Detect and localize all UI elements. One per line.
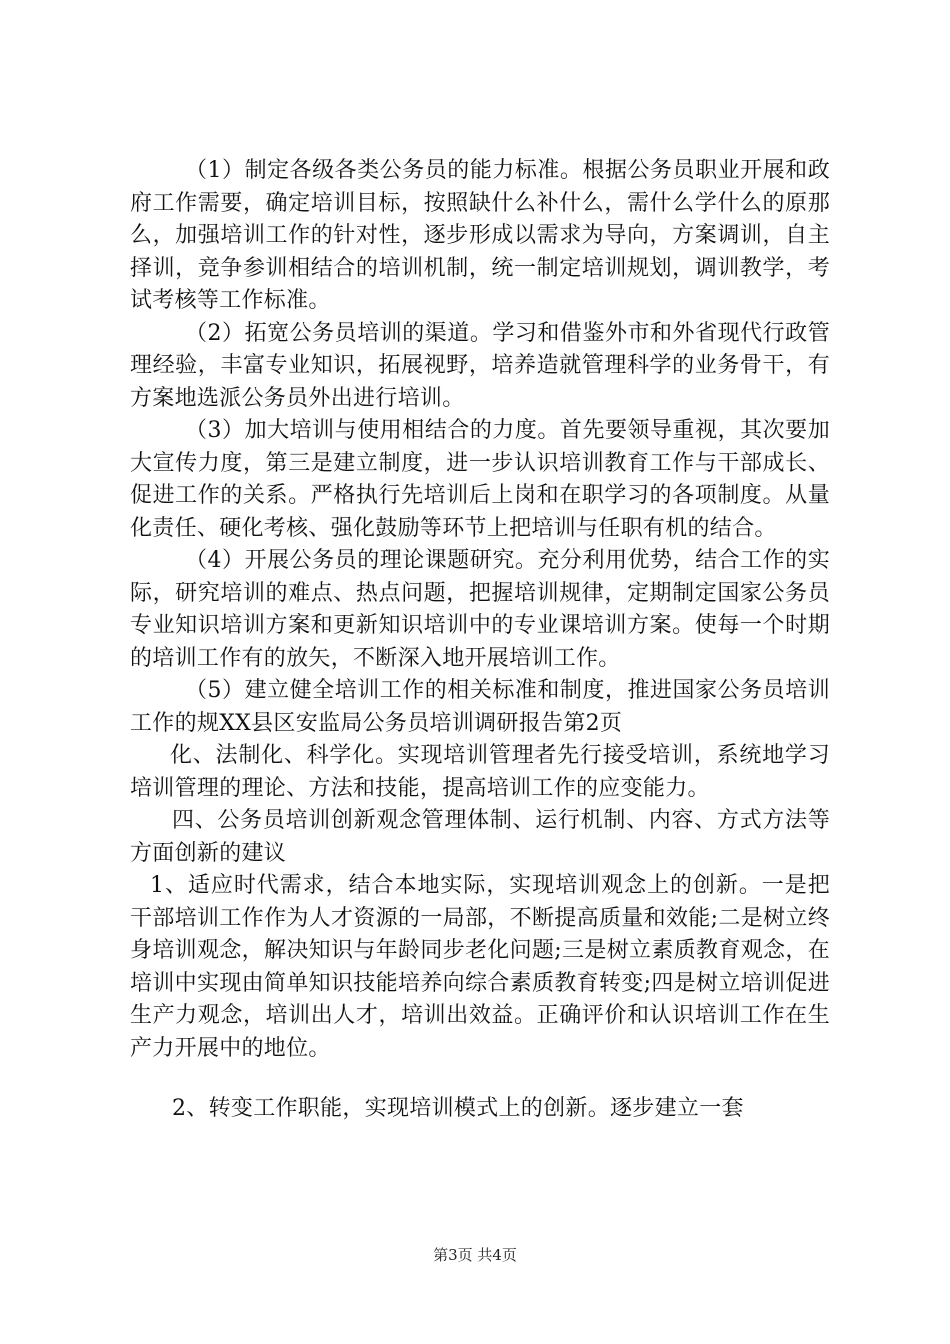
page-footer: 第3页 共4页 — [433, 1246, 517, 1264]
paragraph-1: （1）制定各级各类公务员的能力标准。根据公务员职业开展和政府工作需要，确定培训目标，按照缺什么补什么，需什么学什么的原那么，加强培训工作的针对性，逐步形成以需求为导向，方案调训，自主择训，竞争参训相结合的培训机制，统一制定培训规划，调训教学，考试考核等工作标准。 — [130, 158, 830, 313]
paragraph-4: （4）开展公务员的理论课题研究。充分利用优势，结合工作的实际，研究培训的难点、热点问题，把握培训规律，定期制定国家公务员专业知识培训方案和更新知识培训中的专业课培训方案。使每一个时期的培训工作有的放矢，不断深入地开展培训工作。 — [130, 548, 830, 671]
paragraph-3: （3）加大培训与使用相结合的力度。首先要领导重视，其次要加大宣传力度，第三是建立制度，进一步认识培训教育工作与干部成长、促进工作的关系。严格执行先培训后上岗和在职学习的各项制度。从量化责任、硬化考核、强化鼓励等环节上把培训与任职有机的结合。 — [130, 418, 830, 541]
paragraph-2: （2）拓宽公务员培训的渠道。学习和借鉴外市和外省现代行政管理经验，丰富专业知识，拓展视野，培养造就管理科学的业务骨干，有方案地选派公务员外出进行培训。 — [130, 320, 830, 411]
document-body — [130, 155, 830, 1126]
paragraph-7: 1、适应时代需求，结合本地实际，实现培训观念上的创新。一是把干部培训工作作为人才资源的一局部，不断提高质量和效能;二是树立终身培训观念，解决知识与年龄同步老化问题;三是树立素质教育观念，在培训中实现由简单知识技能培养向综合素质教育转变;四是树立培训促进生产力观念，培训出人才，培训出效益。正确评价和认识培训工作在生产力开展中的地位。 — [130, 873, 830, 1061]
paragraph-5: （5）建立健全培训工作的相关标准和制度，推进国家公务员培训工作的规XX县区安监局公务员培训调研报告第2页 — [130, 678, 830, 736]
paragraph-6: 化、法制化、科学化。实现培训管理者先行接受培训，系统地学习培训管理的理论、方法和技能，提高培训工作的应变能力。 — [130, 743, 830, 801]
paragraph-8: 2、转变工作职能，实现培训模式上的创新。逐步建立一套 — [172, 1096, 744, 1121]
section-heading-4: 四、公务员培训创新观念管理体制、运行机制、内容、方式方法等方面创新的建议 — [130, 808, 830, 866]
